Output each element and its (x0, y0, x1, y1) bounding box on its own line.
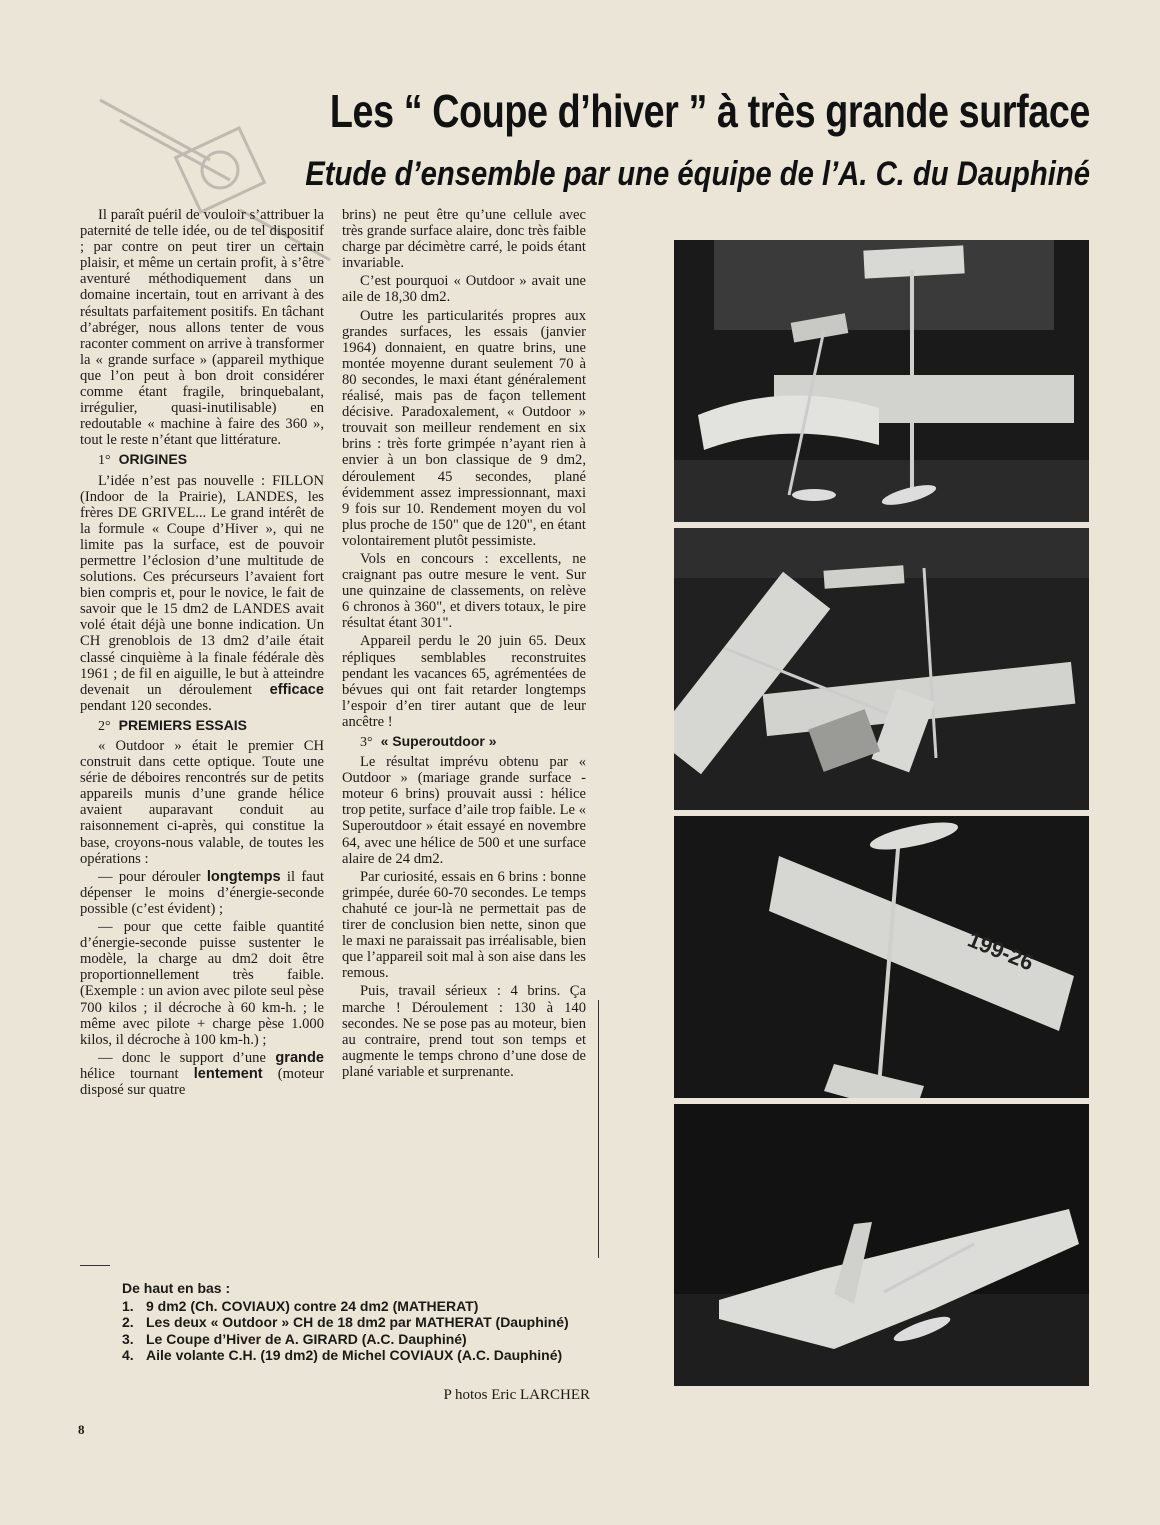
text-run: L’idée n’est pas nouvelle : FILLON (Indoor de la Prairie), LANDES, les frères DE GRIVEL... Le grand intérêt de la formule « Coupe d’Hiver », qui ne limite pas la surface, est de pouvoir permettre l’éclosion d’une multitude de solutions. Ces précurseurs l’avaient fort bien compris et, pour le novice, le fait de savoir que le 15 dm2 de LANDES avait volé était déjà une bonne indication. Un CH grenoblois de 13 dm2 d’aile était classé cinquième à la finale fédérale dès 1961 ; de fil en aiguille, le but à atteindre devenait un déroulement (80, 472, 324, 698)
keyword-grande: grande (275, 1049, 324, 1066)
text-run: hélice tournant (80, 1065, 179, 1082)
caption-number: 4. (122, 1347, 134, 1363)
model-plane-photo-3 (674, 816, 1089, 1098)
text-run: (moteur disposé sur quatre (80, 1065, 324, 1098)
paragraph-list-2: — pour que cette faible quantité d’énergie-seconde puisse sustenter le modèle, la charge au dm2 doit être proportionnellement très faible. (Exemple : un avion avec pilote seul pèse 700 kilos ; il décroche à 60 km-h. ; le même avec pilote + charge pèse 1.000 kilos, il décroche à 100 km-h.) ; (80, 919, 324, 1048)
paragraph-particularites: Outre les particularités propres aux grandes surfaces, les essais (janvier 1964) donnaient, en quatre brins, une montée moyenne durant seulement 70 à 80 secondes, le maxi étant généralement réalisé, mais pas de façon tellement décisive. Paradoxalement, « Outdoor » trouvait son meilleur rendement en six brins : très forte grimpée n’ayant rien à envier à un bon classique de 9 dm2, déroulement 45 secondes, plané évidemment assez impressionnant, maxi 9 fois sur 10. Rendement moyen du vol plus proche de 150" que de 120", en étant volontairement plutôt pessimiste. (342, 307, 586, 549)
section-number: 3° (360, 735, 373, 750)
caption-number: 1. (122, 1297, 134, 1314)
photo-2 (674, 528, 1089, 810)
paragraph-list-1 (80, 869, 324, 917)
keyword-longtemps: longtemps (206, 868, 281, 885)
section-number: 1° (98, 453, 111, 469)
paragraph-vols: Vols en concours : excellents, ne craignant pas outre mesure le vent. Sur une quinzaine de classements, on relève 6 chronos à 360", et divers totaux, le pire résultat étant 301". (342, 550, 586, 632)
caption-text: Le Coupe d’Hiver de A. GIRARD (A.C. Dauphiné) (146, 1330, 467, 1347)
section-title: PREMIERS ESSAIS (118, 716, 247, 733)
model-plane-photo-1 (674, 240, 1089, 522)
caption-list (122, 1298, 592, 1364)
keyword-lentement: lentement (193, 1065, 263, 1082)
caption-title: De haut en bas : (122, 1280, 231, 1296)
section-heading-superoutdoor (342, 733, 586, 751)
paragraph-outdoor: C’est pourquoi « Outdoor » avait une aile de 18,30 dm2. (342, 273, 586, 306)
photo-4 (674, 1104, 1089, 1386)
text-run: il faut dépenser le moins d’énergie-seconde possible (c’est évident) ; (80, 868, 325, 917)
section-number: 2° (98, 718, 111, 734)
caption-item (122, 1347, 592, 1364)
section-title: ORIGINES (118, 451, 188, 468)
text-column-2 (342, 207, 586, 1082)
caption-text: Les deux « Outdoor » CH de 18 dm2 par MATHERAT (Dauphiné) (146, 1314, 569, 1330)
keyword-efficace: efficace (269, 681, 324, 698)
text-run: — donc le support d’une (98, 1049, 266, 1066)
paragraph-curiosite: Par curiosité, essais en 6 brins : bonne grimpée, durée 60-70 secondes. Le temps chahuté ce jour-là ne permettait pas de tirer de conclusion bien nette, sinon que le maxi ne paraissait pas irréalisable, bien que l’appareil soit mal à son aise dans les remous. (342, 868, 586, 982)
paragraph-origines (80, 473, 324, 714)
section-title: « Superoutdoor » (380, 733, 497, 749)
photo-caption (122, 1280, 592, 1364)
paragraph-perdu: Appareil perdu le 20 juin 65. Deux répliques semblables reconstruites pendant les vacances 65, agrémentées de bévues qui ont fait retarder longtemps l’espoir d’en tirer autant que de leur ancêtre ! (342, 633, 586, 730)
model-plane-photo-4 (674, 1104, 1089, 1386)
section-heading-origines (80, 451, 324, 469)
paragraph-list-3 (80, 1050, 324, 1098)
paragraph-puis: Puis, travail sérieux : 4 brins. Ça marche ! Déroulement : 130 à 140 secondes. Ne se pose pas au moteur, bien au contraire, prend tout son temps et augmente le temps chrono d’une dose de plané variable et surprenante. (342, 983, 586, 1080)
model-plane-photo-2 (674, 528, 1089, 810)
paragraph-essais: « Outdoor » était le premier CH construit dans cette optique. Toute une série de déboires rencontrés sur de petits appareils munis d’une grande hélice avaient auparavant conduit au raisonnement ci-après, qui constitue la base, croyons-nous valable, de toutes les opérations : (80, 738, 324, 867)
caption-number: 3. (122, 1330, 134, 1347)
section-heading-essais (80, 717, 324, 735)
paragraph-continuation: brins) ne peut être qu’une cellule avec très grande surface alaire, donc très faible charge par décimètre carré, le poids étant invariable. (342, 207, 586, 272)
page-number: 8 (78, 1422, 85, 1437)
photo-1 (674, 240, 1089, 522)
text-run: pendant 120 secondes. (80, 697, 212, 714)
caption-number: 2. (122, 1314, 134, 1330)
caption-item (122, 1314, 592, 1331)
caption-item (122, 1331, 592, 1348)
caption-rule (80, 1265, 110, 1266)
photo-strip (674, 240, 1089, 1392)
caption-item (122, 1298, 592, 1315)
caption-text: 9 dm2 (Ch. COVIAUX) contre 24 dm2 (MATHERAT) (146, 1297, 479, 1314)
wing-registration-number: 199-26 (964, 926, 1038, 976)
photo-credit: P hotos Eric LARCHER (443, 1387, 590, 1403)
paragraph-resultat: Le résultat imprévu obtenu par « Outdoor » (mariage grande surface - moteur 6 brins) prouvait aussi : hélice trop petite, surface d’aile trop faible. Le « Superoutdoor » était essayé en novembre 64, avec une hélice de 500 et une surface alaire de 24 dm2. (342, 754, 586, 867)
paragraph-intro: Il paraît puéril de vouloir s’attribuer la paternité de telle idée, ou de tel dispositif ; par contre on peut tirer un certain plaisir, et même un certain profit, à s’être aventuré méthodiquement dans un domaine incertain, tout en arrivant à des résultats parfaitement positifs. En tâchant d’abréger, nous allons tenter de vous raconter comment on arrive à transformer la « grande surface » (appareil mythique que l’on peut à bon droit considérer comme étant fragile, brinquebalant, irrégulier, quasi-inutilisable) en redoutable « machine à faire des 360 », tout le reste n’étant que littérature. (80, 207, 324, 449)
article-subtitle: Etude d’ensemble par une équipe de l’A. C. du Dauphiné (305, 155, 1090, 193)
text-column-1 (80, 207, 324, 1100)
column-rule (598, 1000, 599, 1258)
text-run: — pour dérouler (98, 868, 201, 885)
article-title: Les “ Coupe d’hiver ” à très grande surface (329, 85, 1090, 137)
photo-3 (674, 816, 1089, 1098)
caption-text: Aile volante C.H. (19 dm2) de Michel COVIAUX (A.C. Dauphiné) (146, 1347, 563, 1363)
